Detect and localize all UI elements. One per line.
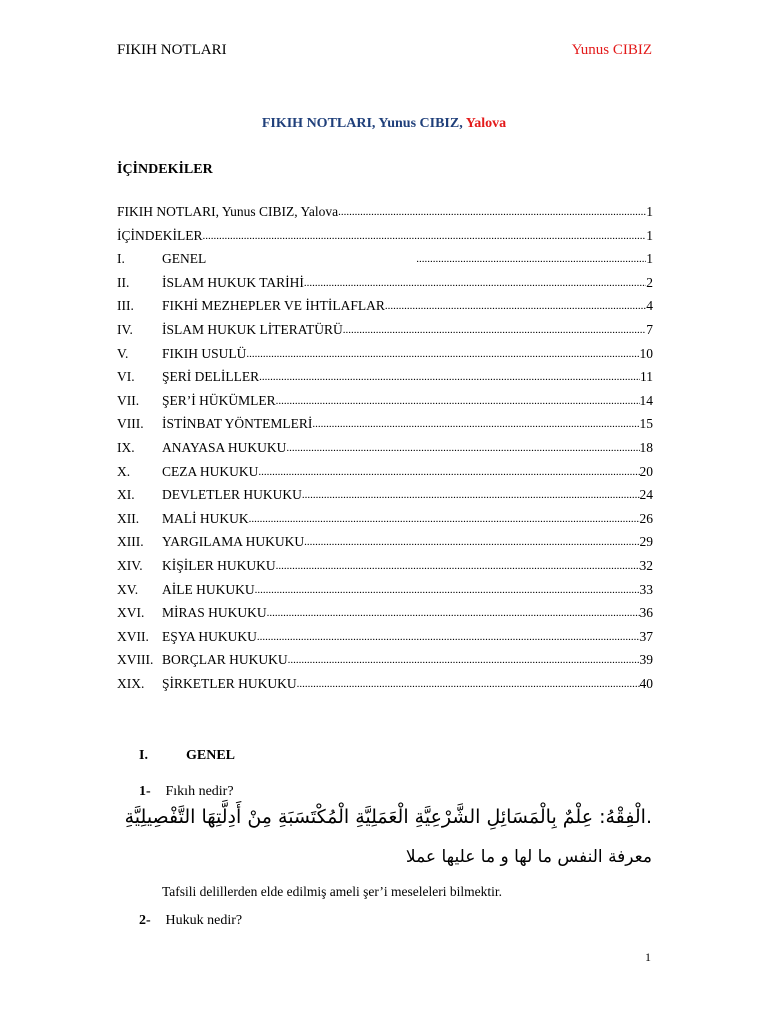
toc-leader bbox=[258, 464, 639, 480]
toc-entry[interactable] bbox=[117, 393, 653, 417]
toc-entry[interactable] bbox=[117, 440, 653, 464]
toc-entry-number: VI. bbox=[117, 369, 135, 385]
toc-entry-page: 14 bbox=[639, 392, 653, 408]
header-title: FIKIH NOTLARI bbox=[117, 42, 227, 58]
toc-entry-label: İÇİNDEKİLER bbox=[117, 227, 203, 243]
toc-entry[interactable] bbox=[117, 204, 653, 228]
toc-entry-page: 4 bbox=[646, 298, 653, 314]
toc-entry-label: FIKIH NOTLARI, Yunus CIBIZ, Yalova bbox=[117, 204, 339, 219]
toc-entry[interactable] bbox=[117, 369, 653, 393]
toc-entry-label: YARGILAMA HUKUKU bbox=[162, 534, 305, 550]
toc-entry-number: III. bbox=[117, 298, 134, 314]
toc-entry-number: I. bbox=[117, 251, 125, 267]
toc-entry-number: XII. bbox=[117, 510, 140, 526]
toc-entry[interactable] bbox=[117, 676, 653, 700]
toc-entry-label: GENEL bbox=[162, 251, 207, 267]
toc-entry-page: 11 bbox=[640, 369, 653, 385]
toc-entry-label: İSTİNBAT YÖNTEMLERİ bbox=[162, 416, 313, 432]
toc-entry-label: MALİ HUKUK bbox=[162, 510, 249, 526]
toc-leader bbox=[385, 298, 646, 314]
toc-entry-label: AİLE HUKUKU bbox=[162, 581, 255, 597]
toc-leader bbox=[302, 487, 640, 503]
question-text: Hukuk nedir? bbox=[165, 913, 243, 928]
toc-leader bbox=[255, 582, 640, 598]
toc-entry[interactable] bbox=[117, 416, 653, 440]
toc-entry-page: 40 bbox=[639, 675, 653, 691]
toc-entry[interactable] bbox=[117, 558, 653, 582]
document-title-main: FIKIH NOTLARI, Yunus CIBIZ, bbox=[261, 116, 466, 131]
toc-entry-page: 20 bbox=[639, 463, 653, 479]
toc-entry-page: 2 bbox=[646, 274, 653, 290]
table-of-contents bbox=[117, 204, 653, 699]
toc-entry-label: ANAYASA HUKUKU bbox=[162, 439, 287, 455]
toc-entry-label: ŞERİ DELİLLER bbox=[162, 369, 260, 385]
section-heading bbox=[139, 748, 235, 764]
toc-entry-label: MİRAS HUKUKU bbox=[162, 605, 267, 621]
section-title: GENEL bbox=[186, 748, 236, 763]
toc-entry-number: IX. bbox=[117, 439, 135, 455]
toc-entry-number: XIX. bbox=[117, 675, 145, 691]
arabic-definition-alt: معرفة النفس ما لها و ما عليها عملا bbox=[405, 847, 652, 867]
toc-entry[interactable] bbox=[117, 298, 653, 322]
toc-entry-page: 39 bbox=[639, 652, 653, 668]
toc-leader bbox=[259, 369, 640, 385]
toc-entry-label: İSLAM HUKUK LİTERATÜRÜ bbox=[162, 321, 343, 337]
toc-entry-page: 24 bbox=[639, 487, 653, 503]
toc-entry[interactable] bbox=[117, 629, 653, 653]
toc-leader bbox=[276, 558, 640, 574]
toc-leader bbox=[312, 416, 639, 432]
toc-entry-page: 37 bbox=[639, 628, 653, 644]
toc-leader bbox=[202, 228, 646, 244]
toc-leader bbox=[416, 251, 646, 267]
toc-entry-number: X. bbox=[117, 463, 131, 479]
document-title bbox=[0, 116, 768, 132]
toc-entry[interactable] bbox=[117, 487, 653, 511]
toc-leader bbox=[297, 676, 640, 692]
toc-entry-label: ŞİRKETLER HUKUKU bbox=[162, 675, 297, 691]
toc-entry[interactable] bbox=[117, 275, 653, 299]
toc-leader bbox=[249, 511, 640, 527]
toc-entry-label: BORÇLAR HUKUKU bbox=[162, 652, 288, 668]
document-title-location: Yalova bbox=[465, 116, 507, 131]
toc-entry-label: FIKIH USULÜ bbox=[162, 345, 247, 361]
section-number: I. bbox=[139, 748, 148, 763]
toc-entry-page: 7 bbox=[646, 321, 653, 337]
toc-entry-number: XV. bbox=[117, 581, 139, 597]
toc-entry-page: 36 bbox=[639, 605, 653, 621]
toc-entry-number: XVII. bbox=[117, 628, 149, 644]
toc-entry-page: 18 bbox=[639, 439, 653, 455]
toc-leader bbox=[257, 629, 640, 645]
toc-entry[interactable] bbox=[117, 346, 653, 370]
toc-entry[interactable] bbox=[117, 605, 653, 629]
toc-entry-page: 15 bbox=[639, 416, 653, 432]
toc-entry-page: 32 bbox=[639, 557, 653, 573]
toc-entry-label: DEVLETLER HUKUKU bbox=[162, 487, 302, 503]
toc-leader bbox=[276, 393, 640, 409]
toc-entry-page: 33 bbox=[639, 581, 653, 597]
header-author: Yunus CIBIZ bbox=[571, 42, 652, 58]
toc-heading: İÇİNDEKİLER bbox=[117, 162, 213, 177]
toc-entry[interactable] bbox=[117, 534, 653, 558]
toc-entry-page: 1 bbox=[646, 251, 653, 267]
toc-leader bbox=[338, 204, 646, 220]
toc-entry-label: FIKHİ MEZHEPLER VE İHTİLAFLAR bbox=[162, 298, 385, 314]
toc-leader bbox=[267, 605, 640, 621]
page-number: 1 bbox=[645, 950, 651, 964]
toc-entry-number: VIII. bbox=[117, 416, 144, 432]
question-item bbox=[139, 913, 242, 929]
question-item bbox=[139, 784, 234, 800]
toc-entry-page: 10 bbox=[639, 345, 653, 361]
toc-entry-page: 1 bbox=[646, 227, 653, 243]
toc-leader bbox=[304, 534, 639, 550]
question-number: 1- bbox=[139, 784, 151, 799]
question-number: 2- bbox=[139, 913, 151, 928]
toc-entry-number: XIV. bbox=[117, 557, 143, 573]
toc-entry-number: V. bbox=[117, 345, 129, 361]
toc-entry-number: XVI. bbox=[117, 605, 145, 621]
toc-entry-label: KİŞİLER HUKUKU bbox=[162, 557, 276, 573]
toc-entry[interactable] bbox=[117, 582, 653, 606]
question-text: Fıkıh nedir? bbox=[165, 784, 234, 799]
toc-leader bbox=[304, 275, 646, 291]
toc-entry-page: 1 bbox=[646, 204, 653, 219]
toc-entry-number: XVIII. bbox=[117, 652, 154, 668]
toc-entry-page: 29 bbox=[639, 534, 653, 550]
toc-entry-number: IV. bbox=[117, 321, 133, 337]
toc-entry[interactable] bbox=[117, 228, 653, 252]
toc-leader bbox=[343, 322, 647, 338]
toc-leader bbox=[286, 440, 639, 456]
toc-entry-label: İSLAM HUKUK TARİHİ bbox=[162, 274, 304, 290]
toc-entry[interactable] bbox=[117, 251, 653, 275]
toc-entry-number: XIII. bbox=[117, 534, 144, 550]
toc-entry[interactable] bbox=[117, 652, 653, 676]
toc-leader bbox=[246, 346, 639, 362]
toc-entry-number: II. bbox=[117, 274, 130, 290]
toc-entry[interactable] bbox=[117, 464, 653, 488]
toc-leader bbox=[288, 652, 640, 668]
turkish-definition: Tafsili delillerden elde edilmiş ameli şer’i meseleleri bilmektir. bbox=[162, 884, 502, 899]
toc-entry-label: CEZA HUKUKU bbox=[162, 463, 259, 479]
toc-entry[interactable] bbox=[117, 511, 653, 535]
toc-entry-number: XI. bbox=[117, 487, 135, 503]
toc-entry-label: ŞER’İ HÜKÜMLER bbox=[162, 392, 276, 408]
toc-entry-page: 26 bbox=[639, 510, 653, 526]
arabic-definition: .الْفِقْهُ: عِلْمٌ بِالْمَسَائِلِ الشَّرْعِيَّةِ الْعَمَلِيَّةِ الْمُكْتَسَبَةِ مِنْ أَدِلَّتِهَا التَّفْصِيلِيَّةِ bbox=[124, 806, 652, 828]
toc-entry[interactable] bbox=[117, 322, 653, 346]
toc-entry-label: EŞYA HUKUKU bbox=[162, 628, 257, 644]
toc-entry-number: VII. bbox=[117, 392, 140, 408]
